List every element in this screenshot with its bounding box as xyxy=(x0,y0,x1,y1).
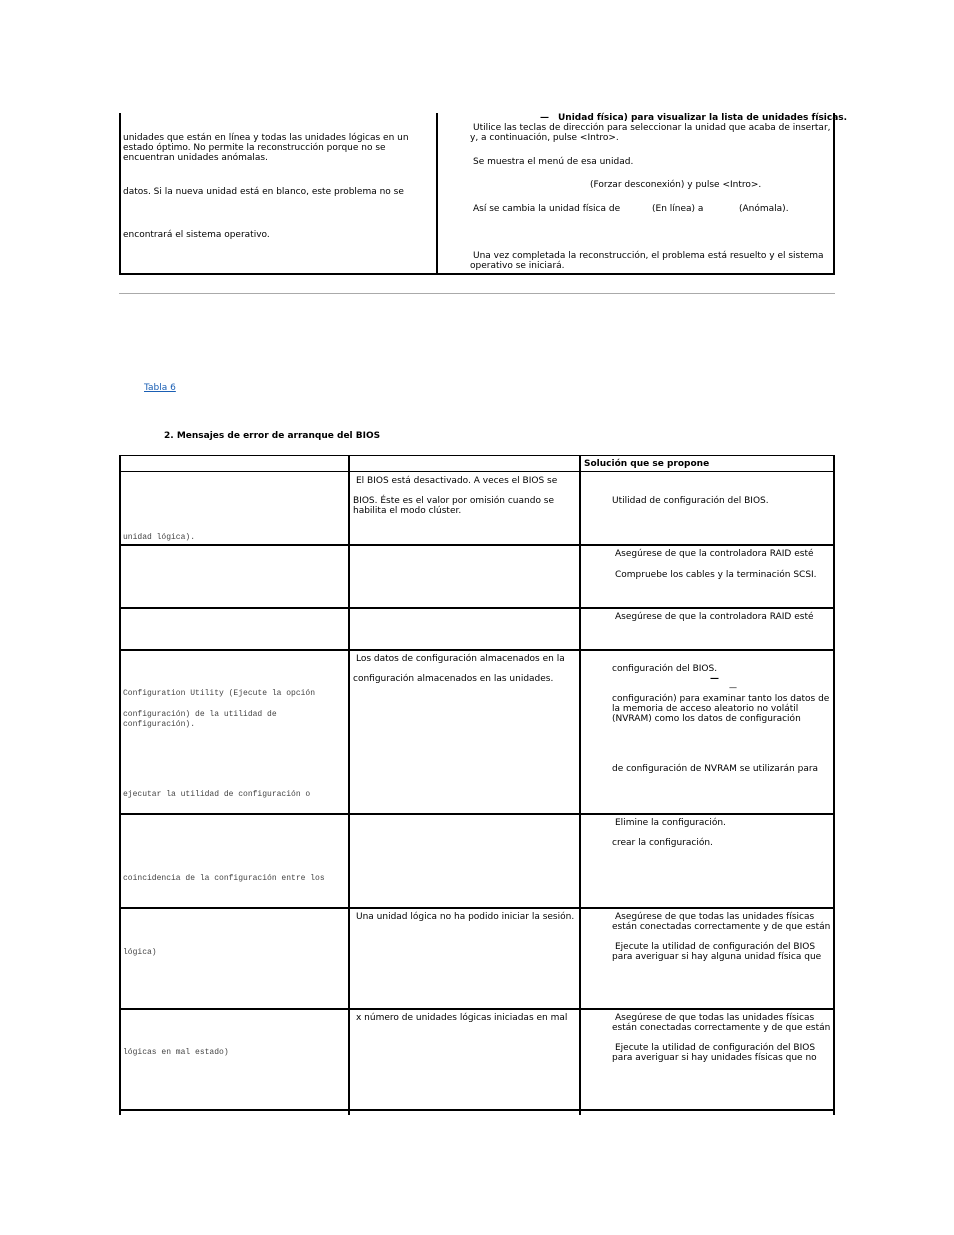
row-separator xyxy=(119,1109,835,1111)
table-cell-solution: para averiguar si hay unidades físicas que no xyxy=(612,1053,817,1063)
table-cell-message: configuración) de la utilidad de xyxy=(123,710,277,719)
table-cell-solution: Asegúrese de que todas las unidades físicas xyxy=(615,1013,815,1023)
section-heading: 2. Mensajes de error de arranque del BIOS xyxy=(164,431,381,441)
table-cell-cause: El BIOS está desactivado. A veces el BIOS se xyxy=(356,476,558,486)
top-right-text: y, a continuación, pulse <Intro>. xyxy=(470,133,619,143)
top-table-left-border xyxy=(119,113,121,275)
table-cell-solution: Utilidad de configuración del BIOS. xyxy=(612,496,769,506)
horizontal-rule xyxy=(119,293,835,294)
table-cell-message: configuración). xyxy=(123,720,196,729)
top-table-right-border xyxy=(833,113,835,275)
row-separator xyxy=(119,607,835,609)
dash: — xyxy=(540,113,549,123)
dash: — xyxy=(710,674,719,684)
table-border xyxy=(119,455,121,1115)
table-cell-solution: crear la configuración. xyxy=(612,838,713,848)
table-cell-message: ejecutar la utilidad de configuración o xyxy=(123,790,311,799)
top-right-text: Así se cambia la unidad física de xyxy=(473,204,621,214)
top-left-text: unidades que están en línea y todas las unidades lógicas en un xyxy=(123,133,409,143)
tabla-6-link[interactable]: Tabla 6 xyxy=(144,383,176,393)
row-separator xyxy=(119,813,835,815)
header-solution: Solución que se propone xyxy=(584,459,710,469)
table-cell-solution: Asegúrese de que la controladora RAID esté xyxy=(615,612,814,622)
top-right-text: Unidad física) para visualizar la lista de unidades físicas. xyxy=(558,113,848,123)
row-separator xyxy=(119,544,835,546)
table-cell-message: unidad lógica). xyxy=(123,533,196,542)
table-border xyxy=(579,455,581,1115)
top-table-bottom-border xyxy=(119,273,835,275)
table-cell-solution: están conectadas correctamente y de que están xyxy=(612,922,831,932)
table-cell-solution: Ejecute la utilidad de configuración del BIOS xyxy=(615,942,816,952)
table-cell-solution: para averiguar si hay alguna unidad física que xyxy=(612,952,822,962)
table-border xyxy=(119,471,835,472)
dash: — xyxy=(729,683,737,692)
table-cell-cause: Los datos de configuración almacenados en la xyxy=(356,654,565,664)
table-cell-message: lógicas en mal estado) xyxy=(123,1048,229,1057)
table-cell-cause: Una unidad lógica no ha podido iniciar la sesión. xyxy=(356,912,575,922)
table-cell-solution: Asegúrese de que la controladora RAID esté xyxy=(615,549,814,559)
table-border xyxy=(348,455,350,1115)
top-left-text: encuentran unidades anómalas. xyxy=(123,153,268,163)
table-cell-solution: Ejecute la utilidad de configuración del BIOS xyxy=(615,1043,816,1053)
table-cell-solution: configuración) para examinar tanto los datos de xyxy=(612,694,830,704)
table-cell-solution: de configuración de NVRAM se utilizarán para xyxy=(612,764,819,774)
top-right-text: operativo se iniciará. xyxy=(470,261,565,271)
row-separator xyxy=(119,907,835,909)
table-border xyxy=(833,455,835,1115)
table-cell-message: coincidencia de la configuración entre los xyxy=(123,874,325,883)
table-cell-message: Configuration Utility (Ejecute la opción xyxy=(123,689,316,698)
table-cell-solution: Asegúrese de que todas las unidades físicas xyxy=(615,912,815,922)
top-left-text: estado óptimo. No permite la reconstrucción porque no se xyxy=(123,143,386,153)
top-left-text: datos. Si la nueva unidad está en blanco, este problema no se xyxy=(123,187,404,197)
table-cell-message: lógica) xyxy=(123,948,157,957)
top-right-text: (Forzar desconexión) y pulse <Intro>. xyxy=(590,180,762,190)
top-left-text: encontrará el sistema operativo. xyxy=(123,230,270,240)
table-cell-solution: configuración del BIOS. xyxy=(612,664,718,674)
top-right-text: Se muestra el menú de esa unidad. xyxy=(473,157,634,167)
table-cell-cause: habilita el modo clúster. xyxy=(353,506,462,516)
table-cell-solution: están conectadas correctamente y de que están xyxy=(612,1023,831,1033)
top-table-middle-border xyxy=(436,113,438,275)
row-separator xyxy=(119,649,835,651)
top-right-text: (Anómala). xyxy=(739,204,789,214)
table-cell-solution: Compruebe los cables y la terminación SCSI. xyxy=(615,570,817,580)
top-right-text: Una vez completada la reconstrucción, el problema está resuelto y el sistema xyxy=(473,251,824,261)
table-border xyxy=(119,455,835,456)
table-cell-cause: BIOS. Éste es el valor por omisión cuando se xyxy=(353,496,555,506)
table-cell-cause: configuración almacenados en las unidades. xyxy=(353,674,554,684)
top-right-text: Utilice las teclas de dirección para seleccionar la unidad que acaba de insertar, xyxy=(473,123,831,133)
top-right-text: (En línea) a xyxy=(652,204,704,214)
table-cell-cause: x número de unidades lógicas iniciadas en mal xyxy=(356,1013,568,1023)
table-cell-solution: la memoria de acceso aleatorio no volátil xyxy=(612,704,799,714)
row-separator xyxy=(119,1008,835,1010)
table-cell-solution: Elimine la configuración. xyxy=(615,818,726,828)
table-cell-solution: (NVRAM) como los datos de configuración xyxy=(612,714,801,724)
